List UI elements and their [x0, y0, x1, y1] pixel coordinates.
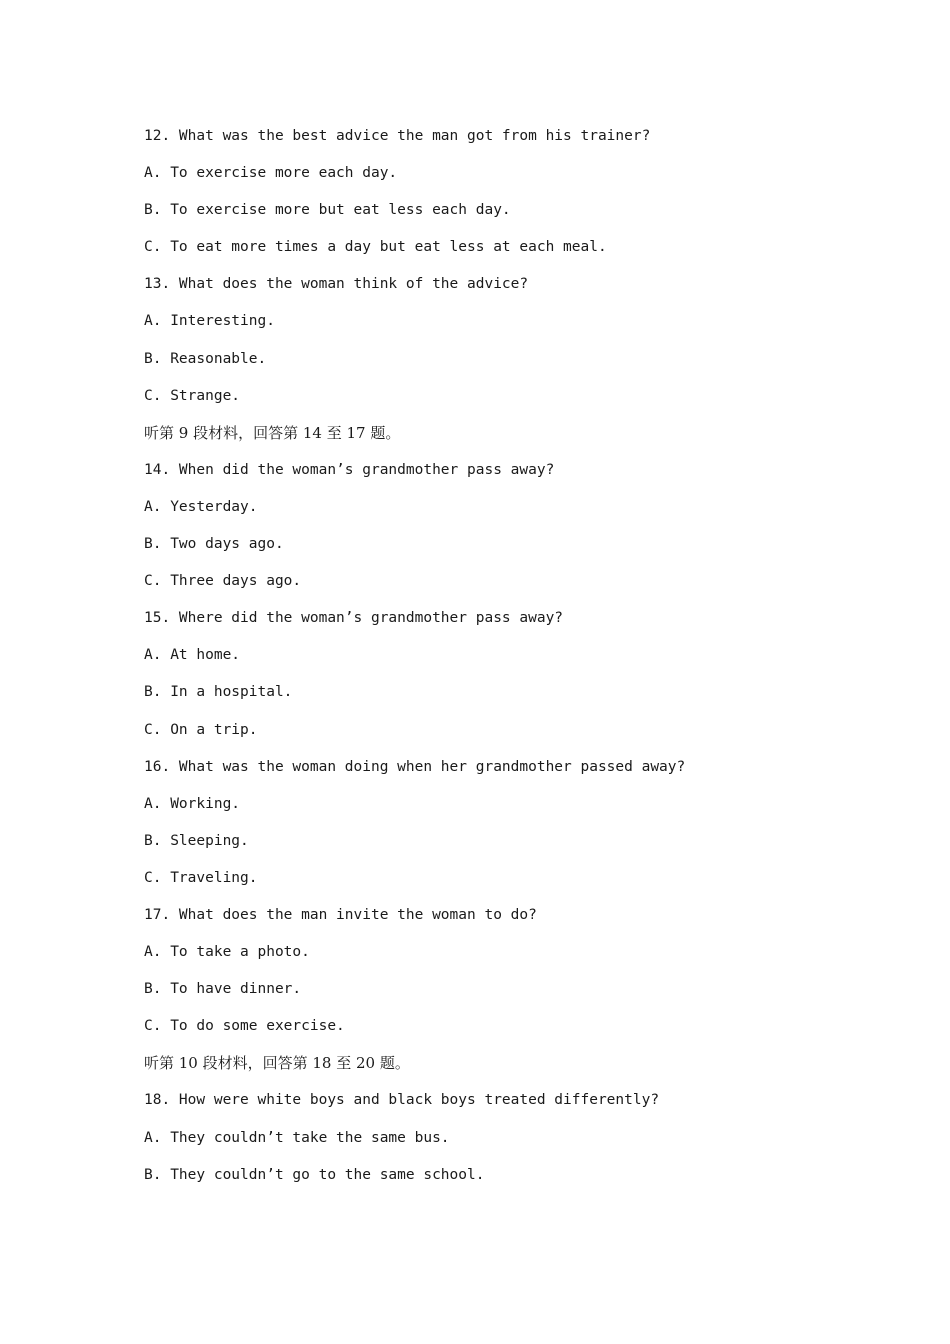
answer-option: B. To exercise more but eat less each day. [144, 202, 511, 219]
answer-option: C. To do some exercise. [144, 1018, 345, 1035]
answer-option: B. To have dinner. [144, 981, 302, 998]
answer-option: A. Yesterday. [144, 498, 258, 515]
answer-option: A. They couldn’t take the same bus. [144, 1129, 450, 1146]
answer-option: B. Reasonable. [144, 350, 267, 367]
answer-option: A. Interesting. [144, 313, 275, 330]
answer-option: C. Traveling. [144, 869, 258, 886]
question-text: 15. Where did the woman’s grandmother pass away? [144, 610, 564, 627]
answer-option: A. Working. [144, 795, 241, 812]
answer-option: B. Sleeping. [144, 832, 249, 849]
answer-option: B. Two days ago. [144, 536, 284, 553]
question-text: 14. When did the woman’s grandmother pass away? [144, 461, 555, 478]
answer-option: B. They couldn’t go to the same school. [144, 1166, 485, 1183]
exam-text-body [144, 124, 904, 1200]
question-text: 17. What does the man invite the woman to do? [144, 906, 537, 923]
question-text: 12. What was the best advice the man got from his trainer? [144, 128, 651, 144]
answer-option: A. At home. [144, 647, 241, 664]
answer-option: C. On a trip. [144, 721, 258, 738]
answer-option: A. To exercise more each day. [144, 165, 398, 182]
question-text: 16. What was the woman doing when her grandmother passed away? [144, 758, 686, 775]
question-text: 18. How were white boys and black boys treated differently? [144, 1092, 660, 1109]
answer-option: C. Three days ago. [144, 573, 302, 590]
question-text: 13. What does the woman think of the advice? [144, 276, 529, 293]
section-instruction: 听第 10 段材料，回答第 18 至 20 题。 [144, 1054, 410, 1073]
answer-option: C. To eat more times a day but eat less at each meal. [144, 239, 607, 256]
answer-option: C. Strange. [144, 387, 241, 404]
section-instruction: 听第 9 段材料，回答第 14 至 17 题。 [144, 423, 401, 442]
answer-option: B. In a hospital. [144, 684, 293, 701]
answer-option: A. To take a photo. [144, 944, 310, 961]
